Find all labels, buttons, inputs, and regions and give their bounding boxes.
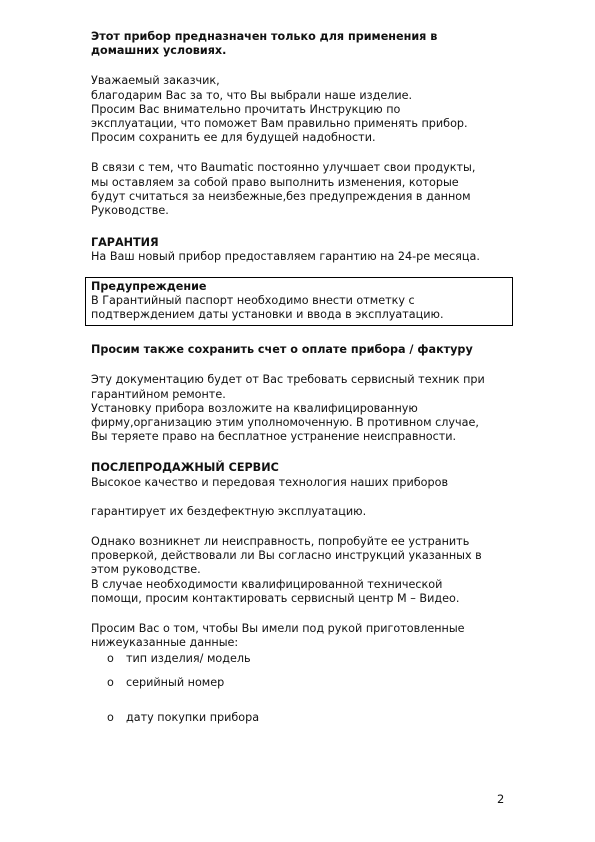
documentation-paragraph: Эту документацию будет от Вас требовать сервисный техник при гарантийном ремонте. Установку прибора возложите на квалифицированную фирму,организацию этим уполномоченную. В противном случае, Вы теряете право на бесплатное устранение неисправности. [91, 373, 485, 444]
warranty-heading: ГАРАНТИЯ [91, 236, 159, 250]
notice-box [85, 277, 513, 327]
bullet-icon: o [107, 710, 114, 724]
prepare-paragraph: Просим Вас о том, чтобы Вы имели под рукой приготовленные нижеуказанные данные: [91, 622, 465, 650]
rights-paragraph: В связи с тем, что Baumatic постоянно улучшает свои продукты, мы оставляем за собой право выполнить изменения, которые будут считаться за неизбежные,без предупреждения в данном Руководстве. [91, 161, 476, 218]
notice-text: В Гарантийный паспорт необходимо внести отметку с подтверждением даты установки и ввода в эксплуатацию. [91, 293, 444, 322]
after-sales-line2: гарантирует их бездефектную эксплуатацию. [91, 504, 367, 518]
list-item [91, 711, 511, 725]
list-item-text: серийный номер [126, 675, 225, 689]
page-number: 2 [497, 792, 505, 806]
list-item [91, 652, 511, 666]
intro-warning: Этот прибор предназначен только для применения в домашних условиях. [91, 30, 438, 58]
invoice-note: Просим также сохранить счет о оплате прибора / фактуру [91, 343, 473, 357]
document-page [91, 30, 511, 725]
bullet-icon: o [107, 675, 114, 689]
list-item-text: тип изделия/ модель [126, 651, 251, 665]
greeting-paragraph: Уважаемый заказчик, благодарим Вас за то, что Вы выбрали наше изделие. Просим Вас внимательно прочитать Инструкцию по эксплуатации, что поможет Вам правильно применять прибор. Просим сохранить ее для будущей надобности. [91, 74, 468, 145]
list-item [91, 676, 511, 690]
after-sales-line1: Высокое качество и передовая технология наших приборов [91, 475, 449, 489]
notice-heading: Предупреждение [91, 279, 207, 293]
troubleshoot-paragraph: Однако возникнет ли неисправность, попробуйте ее устранить проверкой, действовали ли Вы согласно инструкций указанных в этом руководстве. В случае необходимости квалифицированной технической помощи, просим контактировать сервисный центр М – Видео. [91, 535, 482, 605]
warranty-text: На Ваш новый прибор предоставляем гарантию на 24-ре месяца. [91, 250, 480, 264]
required-data-list [91, 652, 511, 725]
list-item-text: дату покупки прибора [126, 710, 260, 724]
bullet-icon: o [107, 651, 114, 665]
after-sales-heading: ПОСЛЕПРОДАЖНЫЙ СЕРВИС [91, 461, 279, 475]
